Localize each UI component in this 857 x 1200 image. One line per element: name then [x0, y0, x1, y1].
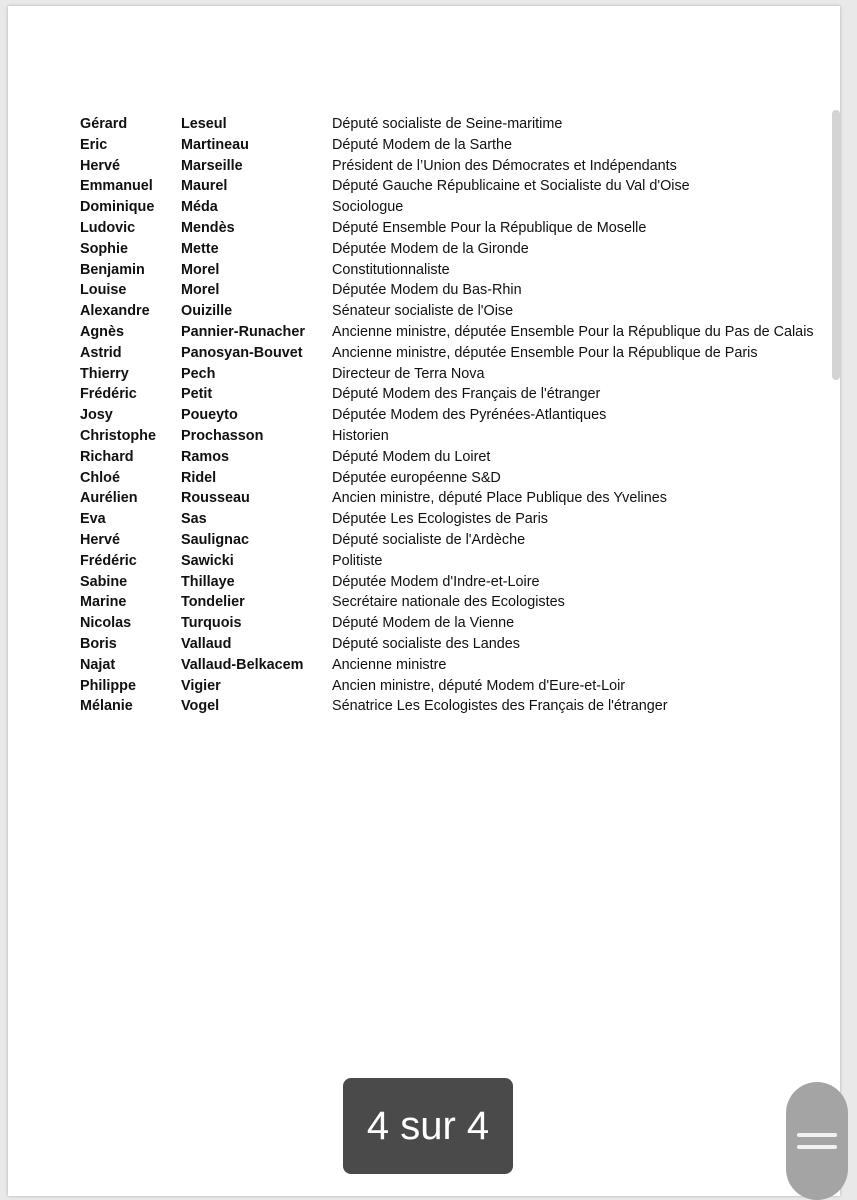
role-description: Historien — [332, 427, 389, 444]
first-name: Ludovic — [80, 219, 136, 236]
page-indicator: 4 sur 4 — [343, 1078, 513, 1174]
role-description: Ancien ministre, député Modem d'Eure-et-Loir — [332, 677, 626, 694]
last-name: Morel — [181, 282, 220, 299]
last-name: Saulignac — [181, 531, 249, 548]
role-description: Député socialiste de l'Ardèche — [332, 531, 526, 548]
role-description: Ancien ministre, député Place Publique des Yvelines — [332, 490, 667, 507]
role-description: Député socialiste des Landes — [332, 635, 520, 652]
last-name: Leseul — [181, 116, 227, 132]
role-description: Député socialiste de Seine-maritime — [332, 116, 563, 132]
role-description: Députée Modem d'Indre-et-Loire — [332, 573, 540, 590]
first-name: Hervé — [80, 531, 121, 548]
role-description: Députée Modem du Bas-Rhin — [332, 282, 522, 299]
first-name: Gérard — [80, 116, 128, 132]
last-name: Sas — [181, 511, 207, 528]
last-name: Ridel — [181, 469, 217, 486]
last-name: Petit — [181, 386, 213, 403]
role-description: Directeur de Terra Nova — [332, 365, 485, 382]
first-name: Sabine — [80, 573, 128, 590]
first-name: Richard — [80, 448, 134, 465]
last-name: Martineau — [181, 136, 249, 153]
menu-lines-icon — [797, 1133, 837, 1137]
last-name: Tondelier — [181, 594, 245, 611]
first-name: Astrid — [80, 344, 122, 361]
role-description: Député Gauche Républicaine et Socialiste du Val d'Oise — [332, 178, 690, 195]
role-description: Sociologue — [332, 199, 404, 216]
role-description: Députée Les Ecologistes de Paris — [332, 511, 548, 528]
first-name: Hervé — [80, 157, 121, 174]
scrollbar-track[interactable] — [832, 110, 840, 380]
role-description: Député Ensemble Pour la République de Moselle — [332, 219, 647, 236]
role-description: Députée Modem de la Gironde — [332, 240, 529, 257]
last-name: Panosyan-Bouvet — [181, 344, 303, 361]
last-name: Pech — [181, 365, 216, 382]
first-name: Marine — [80, 594, 127, 611]
role-description: Président de l’Union des Démocrates et Indépendants — [332, 157, 677, 174]
last-name: Méda — [181, 199, 218, 216]
first-name: Alexandre — [80, 303, 150, 320]
role-description: Députée Modem des Pyrénées-Atlantiques — [332, 407, 607, 424]
first-name: Agnès — [80, 323, 124, 340]
last-name: Poueyto — [181, 407, 238, 424]
role-description: Sénateur socialiste de l'Oise — [332, 303, 514, 320]
role-description: Ancienne ministre, députée Ensemble Pour la République du Pas de Calais — [332, 323, 814, 340]
first-name: Mélanie — [80, 698, 133, 715]
role-description: Constitutionnaliste — [332, 261, 450, 278]
first-name: Benjamin — [80, 261, 145, 278]
first-name: Eva — [80, 511, 106, 528]
role-description: Député Modem de la Vienne — [332, 615, 515, 632]
first-name: Chloé — [80, 469, 120, 486]
first-name: Philippe — [80, 677, 136, 694]
first-name: Frédéric — [80, 552, 137, 569]
last-name: Vallaud-Belkacem — [181, 656, 304, 673]
last-name: Pannier-Runacher — [181, 323, 305, 340]
first-name: Christophe — [80, 427, 156, 444]
last-name: Vogel — [181, 698, 220, 715]
first-name: Najat — [80, 656, 116, 673]
first-name: Emmanuel — [80, 178, 153, 195]
last-name: Turquois — [181, 615, 242, 632]
last-name: Ramos — [181, 448, 229, 465]
first-name: Thierry — [80, 365, 129, 382]
role-description: Sénatrice Les Ecologistes des Français de l'étranger — [332, 698, 668, 715]
first-name: Nicolas — [80, 615, 132, 632]
first-name: Eric — [80, 136, 108, 153]
last-name: Morel — [181, 261, 220, 278]
role-description: Député Modem des Français de l'étranger — [332, 386, 601, 403]
first-name: Dominique — [80, 199, 155, 216]
role-description: Député Modem de la Sarthe — [332, 136, 512, 153]
last-name: Marseille — [181, 157, 243, 174]
last-name: Vigier — [181, 677, 221, 694]
last-name: Maurel — [181, 178, 228, 195]
document-page — [8, 6, 840, 1196]
fast-scroll-handle[interactable] — [786, 1082, 848, 1200]
first-name: Josy — [80, 407, 113, 424]
role-description: Député Modem du Loiret — [332, 448, 491, 465]
role-description: Ancienne ministre — [332, 656, 447, 673]
role-description: Députée européenne S&D — [332, 469, 501, 486]
last-name: Vallaud — [181, 635, 232, 652]
first-name: Boris — [80, 635, 117, 652]
last-name: Rousseau — [181, 490, 250, 507]
last-name: Prochasson — [181, 427, 264, 444]
first-name: Aurélien — [80, 490, 138, 507]
last-name: Ouizille — [181, 303, 233, 320]
first-name: Frédéric — [80, 386, 137, 403]
first-name: Louise — [80, 282, 127, 299]
last-name: Mendès — [181, 219, 235, 236]
role-description: Secrétaire nationale des Ecologistes — [332, 594, 565, 611]
role-description: Politiste — [332, 552, 383, 569]
last-name: Thillaye — [181, 573, 235, 590]
first-name: Sophie — [80, 240, 128, 257]
role-description: Ancienne ministre, députée Ensemble Pour la République de Paris — [332, 344, 758, 361]
last-name: Mette — [181, 240, 219, 257]
last-name: Sawicki — [181, 552, 234, 569]
